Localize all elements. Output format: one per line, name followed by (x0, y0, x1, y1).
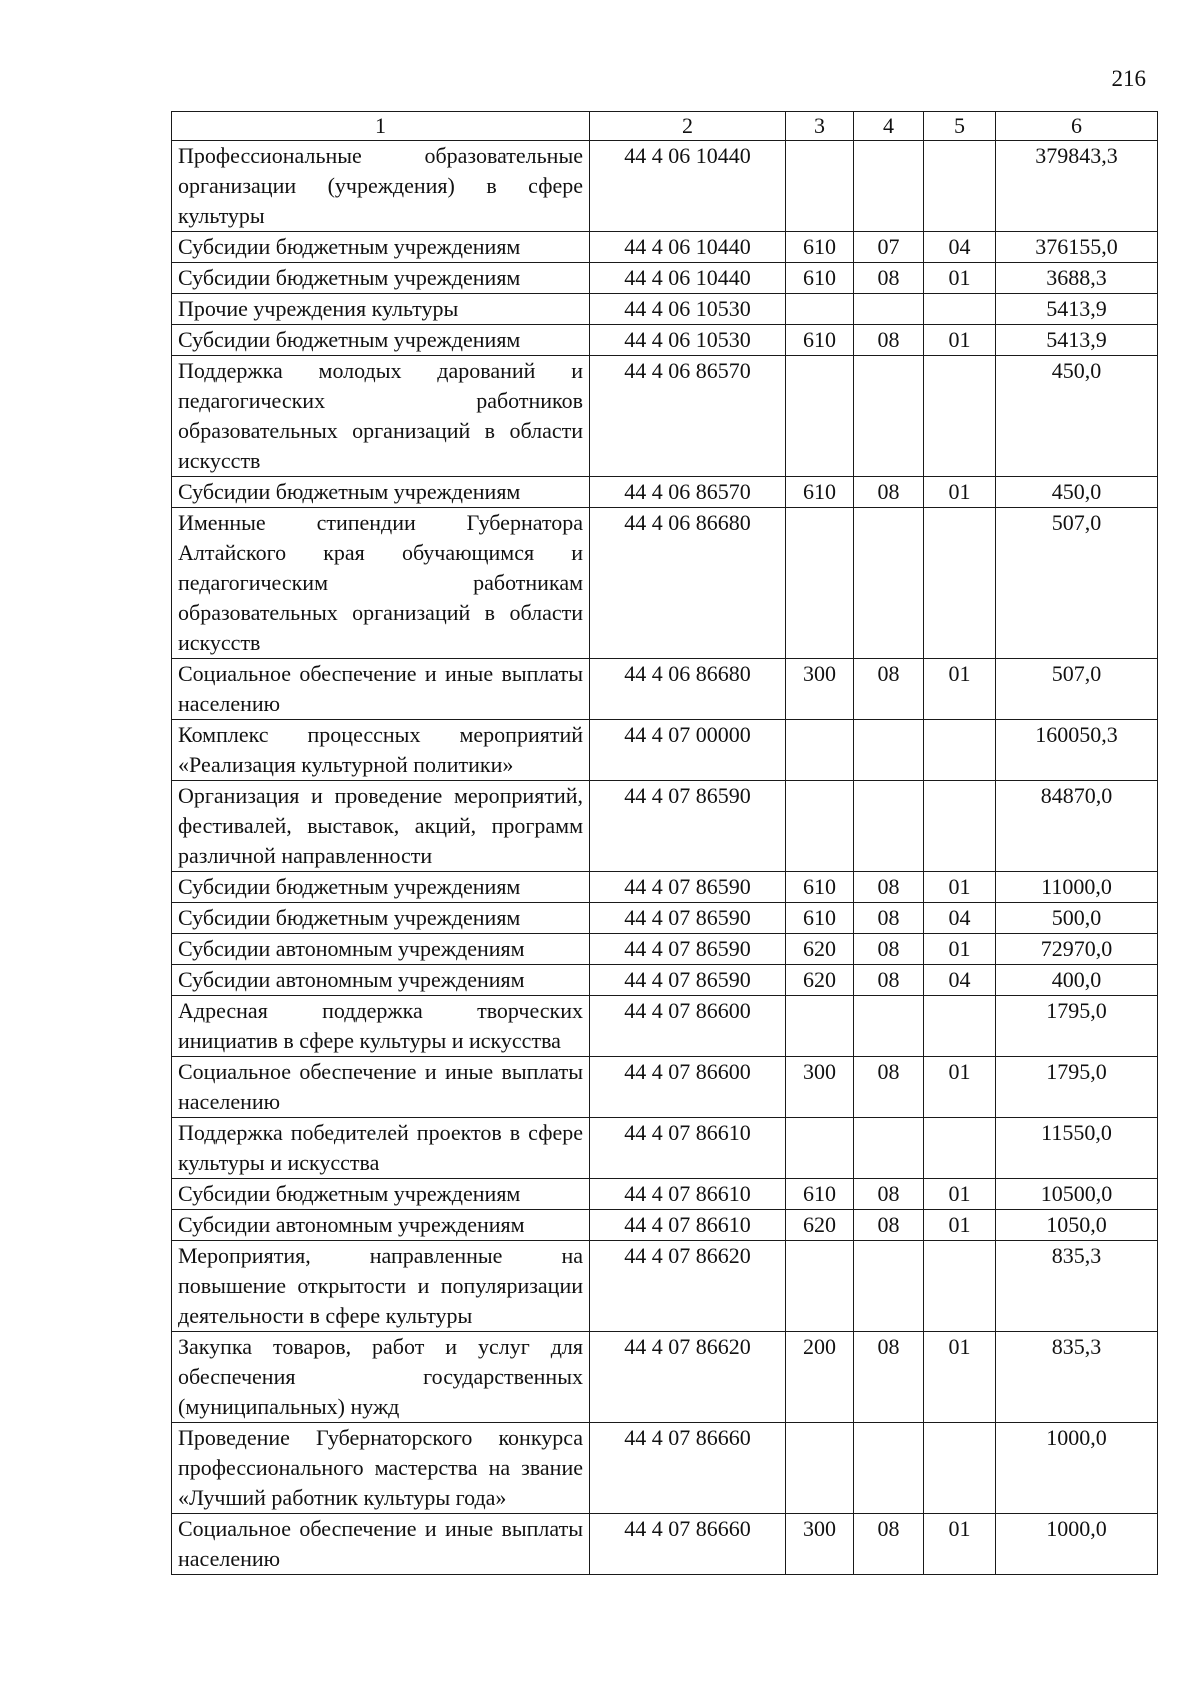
subsection-cell: 01 (924, 325, 996, 356)
expense-type-cell: 620 (786, 1210, 854, 1241)
amount-cell: 72970,0 (996, 934, 1158, 965)
item-name-cell: Субсидии бюджетным учреждениям (172, 477, 590, 508)
target-code-cell: 44 4 07 86590 (590, 934, 786, 965)
amount-cell: 379843,3 (996, 141, 1158, 232)
item-name-cell: Субсидии бюджетным учреждениям (172, 263, 590, 294)
table-row (172, 325, 1158, 356)
expense-type-cell (786, 508, 854, 659)
section-cell: 08 (854, 1057, 924, 1118)
item-name-cell: Субсидии бюджетным учреждениям (172, 1179, 590, 1210)
subsection-cell: 01 (924, 872, 996, 903)
expense-type-cell: 610 (786, 903, 854, 934)
section-cell (854, 996, 924, 1057)
section-cell (854, 294, 924, 325)
item-name-cell: Закупка товаров, работ и услуг для обеспечения государственных (муниципальных) нужд (172, 1332, 590, 1423)
expense-type-cell: 610 (786, 325, 854, 356)
amount-cell: 507,0 (996, 659, 1158, 720)
table-row (172, 781, 1158, 872)
table-row (172, 1241, 1158, 1332)
section-cell (854, 508, 924, 659)
budget-table (171, 111, 1158, 1575)
section-cell (854, 1423, 924, 1514)
subsection-cell: 01 (924, 1057, 996, 1118)
table-row (172, 659, 1158, 720)
section-cell: 08 (854, 659, 924, 720)
amount-cell: 450,0 (996, 356, 1158, 477)
header-cell: 6 (996, 112, 1158, 141)
section-cell (854, 356, 924, 477)
target-code-cell: 44 4 07 86660 (590, 1514, 786, 1575)
item-name-cell: Субсидии бюджетным учреждениям (172, 903, 590, 934)
item-name-cell: Комплекс процессных мероприятий «Реализация культурной политики» (172, 720, 590, 781)
section-cell (854, 720, 924, 781)
table-row (172, 232, 1158, 263)
amount-cell: 5413,9 (996, 325, 1158, 356)
table-row (172, 477, 1158, 508)
target-code-cell: 44 4 07 86610 (590, 1179, 786, 1210)
subsection-cell: 01 (924, 934, 996, 965)
section-cell: 08 (854, 934, 924, 965)
item-name-cell: Профессиональные образовательные организации (учреждения) в сфере культуры (172, 141, 590, 232)
target-code-cell: 44 4 06 86570 (590, 477, 786, 508)
section-cell (854, 1118, 924, 1179)
table-row (172, 996, 1158, 1057)
item-name-cell: Поддержка молодых дарований и педагогических работников образовательных организаций в области искусств (172, 356, 590, 477)
page-number: 216 (1111, 66, 1146, 91)
expense-type-cell: 300 (786, 659, 854, 720)
amount-cell: 1795,0 (996, 1057, 1158, 1118)
section-cell: 08 (854, 1179, 924, 1210)
subsection-cell (924, 1241, 996, 1332)
section-cell: 08 (854, 1210, 924, 1241)
amount-cell: 5413,9 (996, 294, 1158, 325)
section-cell: 08 (854, 965, 924, 996)
expense-type-cell: 300 (786, 1514, 854, 1575)
amount-cell: 1795,0 (996, 996, 1158, 1057)
target-code-cell: 44 4 07 86590 (590, 872, 786, 903)
table-row (172, 1118, 1158, 1179)
item-name-cell: Именные стипендии Губернатора Алтайского края обучающимся и педагогическим работникам образовательных организаций в области искусств (172, 508, 590, 659)
table-row (172, 263, 1158, 294)
item-name-cell: Социальное обеспечение и иные выплаты населению (172, 659, 590, 720)
subsection-cell: 01 (924, 1210, 996, 1241)
table-row (172, 294, 1158, 325)
amount-cell: 507,0 (996, 508, 1158, 659)
expense-type-cell (786, 1118, 854, 1179)
section-cell: 08 (854, 872, 924, 903)
subsection-cell: 04 (924, 965, 996, 996)
amount-cell: 835,3 (996, 1241, 1158, 1332)
subsection-cell: 01 (924, 1179, 996, 1210)
subsection-cell (924, 781, 996, 872)
table-row (172, 720, 1158, 781)
subsection-cell: 01 (924, 1514, 996, 1575)
table-row (172, 1514, 1158, 1575)
amount-cell: 500,0 (996, 903, 1158, 934)
expense-type-cell: 300 (786, 1057, 854, 1118)
amount-cell: 84870,0 (996, 781, 1158, 872)
expense-type-cell: 610 (786, 477, 854, 508)
target-code-cell: 44 4 07 86600 (590, 996, 786, 1057)
subsection-cell (924, 1423, 996, 1514)
target-code-cell: 44 4 07 00000 (590, 720, 786, 781)
amount-cell: 835,3 (996, 1332, 1158, 1423)
item-name-cell: Адресная поддержка творческих инициатив в сфере культуры и искусства (172, 996, 590, 1057)
table-row (172, 965, 1158, 996)
header-cell: 3 (786, 112, 854, 141)
target-code-cell: 44 4 06 86570 (590, 356, 786, 477)
table-row (172, 1332, 1158, 1423)
subsection-cell: 01 (924, 477, 996, 508)
table-row (172, 141, 1158, 232)
expense-type-cell: 200 (786, 1332, 854, 1423)
target-code-cell: 44 4 06 86680 (590, 659, 786, 720)
amount-cell: 160050,3 (996, 720, 1158, 781)
target-code-cell: 44 4 06 10440 (590, 263, 786, 294)
header-cell: 2 (590, 112, 786, 141)
amount-cell: 11550,0 (996, 1118, 1158, 1179)
section-cell: 07 (854, 232, 924, 263)
table-row (172, 903, 1158, 934)
section-cell: 08 (854, 477, 924, 508)
target-code-cell: 44 4 06 10530 (590, 325, 786, 356)
expense-type-cell: 610 (786, 1179, 854, 1210)
item-name-cell: Проведение Губернаторского конкурса профессионального мастерства на звание «Лучший работник культуры года» (172, 1423, 590, 1514)
expense-type-cell: 610 (786, 263, 854, 294)
table-row (172, 1210, 1158, 1241)
target-code-cell: 44 4 07 86660 (590, 1423, 786, 1514)
amount-cell: 400,0 (996, 965, 1158, 996)
item-name-cell: Субсидии бюджетным учреждениям (172, 232, 590, 263)
expense-type-cell: 620 (786, 934, 854, 965)
expense-type-cell (786, 996, 854, 1057)
expense-type-cell (786, 1241, 854, 1332)
table-row (172, 1057, 1158, 1118)
section-cell (854, 1241, 924, 1332)
section-cell: 08 (854, 903, 924, 934)
header-cell: 4 (854, 112, 924, 141)
target-code-cell: 44 4 07 86610 (590, 1210, 786, 1241)
item-name-cell: Прочие учреждения культуры (172, 294, 590, 325)
expense-type-cell (786, 356, 854, 477)
item-name-cell: Субсидии автономным учреждениям (172, 934, 590, 965)
subsection-cell (924, 508, 996, 659)
subsection-cell: 04 (924, 232, 996, 263)
subsection-cell (924, 1118, 996, 1179)
subsection-cell (924, 996, 996, 1057)
expense-type-cell (786, 1423, 854, 1514)
table-row (172, 356, 1158, 477)
section-cell: 08 (854, 325, 924, 356)
target-code-cell: 44 4 07 86590 (590, 781, 786, 872)
subsection-cell: 01 (924, 263, 996, 294)
table-row (172, 872, 1158, 903)
target-code-cell: 44 4 07 86600 (590, 1057, 786, 1118)
subsection-cell (924, 294, 996, 325)
table-header-row (172, 112, 1158, 141)
table-row (172, 934, 1158, 965)
target-code-cell: 44 4 07 86620 (590, 1332, 786, 1423)
subsection-cell (924, 720, 996, 781)
target-code-cell: 44 4 07 86610 (590, 1118, 786, 1179)
amount-cell: 11000,0 (996, 872, 1158, 903)
target-code-cell: 44 4 07 86590 (590, 965, 786, 996)
expense-type-cell (786, 720, 854, 781)
target-code-cell: 44 4 06 10440 (590, 232, 786, 263)
item-name-cell: Субсидии автономным учреждениям (172, 1210, 590, 1241)
subsection-cell (924, 141, 996, 232)
expense-type-cell (786, 141, 854, 232)
table-row (172, 508, 1158, 659)
item-name-cell: Социальное обеспечение и иные выплаты населению (172, 1514, 590, 1575)
target-code-cell: 44 4 06 86680 (590, 508, 786, 659)
table-row (172, 1179, 1158, 1210)
expense-type-cell: 620 (786, 965, 854, 996)
item-name-cell: Социальное обеспечение и иные выплаты населению (172, 1057, 590, 1118)
section-cell (854, 781, 924, 872)
amount-cell: 376155,0 (996, 232, 1158, 263)
expense-type-cell (786, 781, 854, 872)
target-code-cell: 44 4 07 86620 (590, 1241, 786, 1332)
section-cell (854, 141, 924, 232)
expense-type-cell: 610 (786, 232, 854, 263)
target-code-cell: 44 4 06 10530 (590, 294, 786, 325)
table-row (172, 1423, 1158, 1514)
target-code-cell: 44 4 07 86590 (590, 903, 786, 934)
item-name-cell: Организация и проведение мероприятий, фестивалей, выставок, акций, программ различной направленности (172, 781, 590, 872)
subsection-cell: 01 (924, 659, 996, 720)
target-code-cell: 44 4 06 10440 (590, 141, 786, 232)
header-cell: 5 (924, 112, 996, 141)
item-name-cell: Мероприятия, направленные на повышение открытости и популяризации деятельности в сфере культуры (172, 1241, 590, 1332)
amount-cell: 450,0 (996, 477, 1158, 508)
subsection-cell (924, 356, 996, 477)
section-cell: 08 (854, 1514, 924, 1575)
item-name-cell: Субсидии автономным учреждениям (172, 965, 590, 996)
section-cell: 08 (854, 1332, 924, 1423)
item-name-cell: Субсидии бюджетным учреждениям (172, 325, 590, 356)
expense-type-cell (786, 294, 854, 325)
expense-type-cell: 610 (786, 872, 854, 903)
section-cell: 08 (854, 263, 924, 294)
amount-cell: 1000,0 (996, 1423, 1158, 1514)
amount-cell: 1000,0 (996, 1514, 1158, 1575)
subsection-cell: 04 (924, 903, 996, 934)
header-cell: 1 (172, 112, 590, 141)
amount-cell: 1050,0 (996, 1210, 1158, 1241)
subsection-cell: 01 (924, 1332, 996, 1423)
item-name-cell: Поддержка победителей проектов в сфере культуры и искусства (172, 1118, 590, 1179)
item-name-cell: Субсидии бюджетным учреждениям (172, 872, 590, 903)
amount-cell: 3688,3 (996, 263, 1158, 294)
amount-cell: 10500,0 (996, 1179, 1158, 1210)
